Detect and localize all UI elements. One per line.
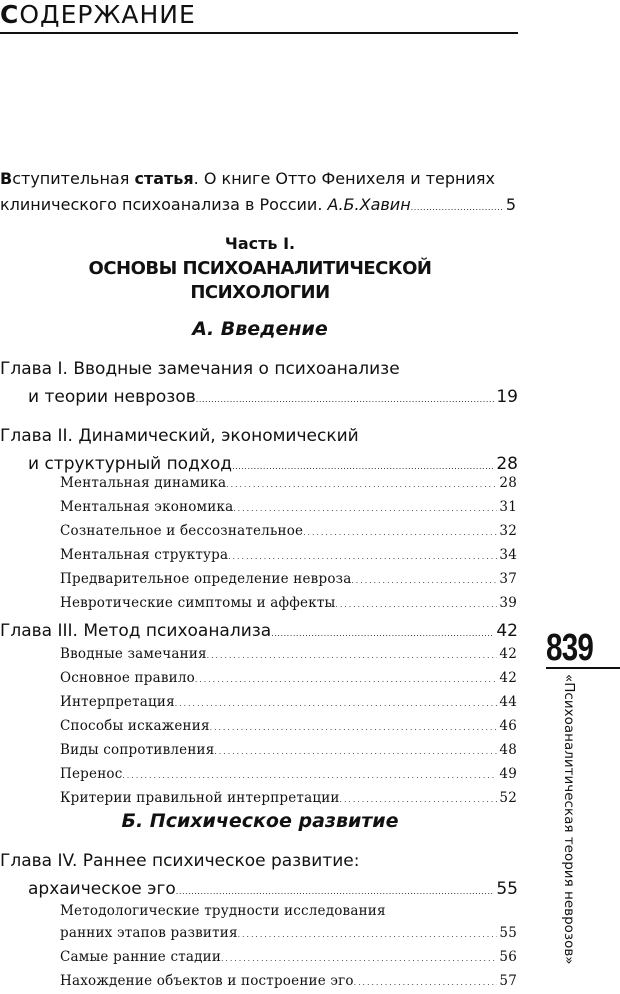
subentry-page: 52 (499, 790, 517, 806)
chapter-4-title: Глава IV. Раннее психическое развитие: (0, 851, 360, 871)
part-title-line-1: ОСНОВЫ ПСИХОАНАЛИТИЧЕСКОЙ (88, 258, 432, 279)
toc-subentry[interactable] (60, 472, 517, 496)
toc-heading-initial: С (0, 0, 20, 29)
part-title-line-2: ПСИХОЛОГИИ (190, 282, 330, 303)
toc-subentry[interactable] (60, 691, 517, 715)
section-b-title: Б. Психическое развитие (121, 810, 399, 832)
leader-dots (214, 739, 497, 763)
subentry-title: Предварительное определение невроза (60, 571, 352, 587)
subentry-page: 49 (499, 766, 517, 782)
leader-dots (351, 568, 497, 592)
intro-initial: В (0, 169, 13, 188)
chapter-3-title: Глава III. Метод психоанализа (0, 621, 272, 641)
leader-dots (175, 691, 498, 715)
subentry-page: 42 (499, 646, 517, 662)
toc-subentry[interactable] (60, 739, 517, 763)
leader-dots (303, 520, 497, 544)
chapter-4[interactable] (0, 847, 518, 906)
leader-dots (195, 667, 497, 691)
chapter-1-title: Глава I. Вводные замечания о психоанализе (0, 359, 400, 379)
chapter-2-title-cont: и структурный подход (28, 454, 233, 474)
chapter-3-subsections (60, 643, 517, 811)
part-label: Часть I. (224, 234, 296, 253)
subentry-title: Вводные замечания (60, 646, 207, 662)
leader-dots (210, 715, 498, 739)
subentry-title: Виды сопротивления (60, 742, 215, 758)
toc-subentry[interactable] (60, 592, 517, 616)
page-number: 839 (546, 627, 594, 669)
subentry-title: Ментальная структура (60, 547, 229, 563)
subentry-title-cont: ранних этапов развития (60, 925, 238, 941)
toc-subentry[interactable] (60, 568, 517, 592)
toc-subentry[interactable] (60, 496, 517, 520)
chapter-1-title-cont: и теории неврозов (28, 387, 196, 407)
toc-subentry[interactable] (60, 715, 517, 739)
subentry-page: 34 (499, 547, 517, 563)
subentry-page: 37 (499, 571, 517, 587)
section-a-title: А. Введение (192, 318, 328, 340)
intro-author: А.Б.Хавин (327, 195, 411, 214)
page-number-rule (546, 667, 620, 669)
toc-subentry[interactable] (60, 520, 517, 544)
subentry-page: 55 (499, 925, 517, 941)
header-rule (0, 32, 518, 34)
chapter-1-line-2 (0, 383, 518, 414)
intro-text-1: . О книге Отто Фенихеля и терниях (193, 169, 495, 188)
leader-dots (207, 643, 498, 667)
chapter-2-line-1 (0, 422, 518, 450)
subentry-page: 39 (499, 595, 517, 611)
leader-dots (228, 544, 497, 568)
subentry-title: Основное правило (60, 670, 195, 686)
subentry-page: 31 (499, 499, 517, 515)
subentry-title: Методологические трудности исследования (60, 903, 386, 919)
subentry-page: 56 (499, 949, 517, 965)
chapter-2-page: 28 (496, 454, 518, 474)
intro-page: 5 (505, 195, 516, 214)
chapter-1[interactable] (0, 355, 518, 414)
leader-dots (336, 592, 498, 616)
subentry-page: 48 (499, 742, 517, 758)
toc-subentry-line-1[interactable] (60, 900, 517, 922)
intro-lead: ступительная (12, 169, 130, 188)
subentry-title: Самые ранние стадии (60, 949, 222, 965)
subentry-title: Критерии правильной интерпретации (60, 790, 340, 806)
intro-leader-dots (411, 192, 504, 221)
subentry-title: Ментальная экономика (60, 499, 234, 515)
chapter-4-page: 55 (496, 879, 518, 899)
toc-subentry[interactable] (60, 667, 517, 691)
toc-subentry[interactable] (60, 970, 517, 994)
intro-bold-word: статья (134, 169, 194, 188)
intro-line-1 (0, 166, 516, 192)
intro-line-2 (0, 192, 516, 221)
part-title (0, 257, 520, 305)
chapter-1-line-1 (0, 355, 518, 383)
intro-entry[interactable] (0, 166, 516, 221)
subentry-title: Перенос (60, 766, 123, 782)
leader-dots (354, 970, 498, 994)
toc-subentry-line-2[interactable] (60, 922, 517, 946)
chapter-1-page: 19 (496, 387, 518, 407)
chapter-2-subsections (60, 472, 517, 616)
subentry-page: 46 (499, 718, 517, 734)
chapter-4-line-1 (0, 847, 518, 875)
chapter-2-title: Глава II. Динамический, экономический (0, 426, 359, 446)
leader-dots (122, 763, 497, 787)
subentry-page: 28 (499, 475, 517, 491)
toc-heading-rest: ОДЕРЖАНИЕ (19, 0, 196, 29)
subentry-title: Сознательное и бессознательное (60, 523, 304, 539)
intro-text-2: клинического психоанализа в России. (0, 195, 323, 214)
subentry-title: Способы искажения (60, 718, 210, 734)
chapter-4-subsections (60, 900, 517, 994)
leader-dots (196, 383, 495, 414)
subentry-page: 32 (499, 523, 517, 539)
toc-subentry[interactable] (60, 643, 517, 667)
leader-dots (238, 922, 498, 946)
running-book-title: «Психоаналитическая теория неврозов» (561, 674, 577, 965)
subentry-title: Ментальная динамика (60, 475, 227, 491)
subentry-title: Невротические симптомы и аффекты (60, 595, 336, 611)
chapter-3-page: 42 (496, 621, 518, 641)
subentry-page: 42 (499, 670, 517, 686)
subentry-title: Нахождение объектов и построение эго (60, 973, 354, 989)
leader-dots (221, 946, 497, 970)
leader-dots (233, 496, 497, 520)
toc-heading (0, 0, 196, 30)
chapter-4-title-cont: архаическое эго (28, 879, 176, 899)
toc-subentry[interactable] (60, 763, 517, 787)
subentry-page: 57 (499, 973, 517, 989)
subentry-title: Интерпретация (60, 694, 175, 710)
toc-subentry[interactable] (60, 946, 517, 970)
subentry-page: 44 (499, 694, 517, 710)
toc-subentry[interactable] (60, 544, 517, 568)
leader-dots (226, 472, 497, 496)
